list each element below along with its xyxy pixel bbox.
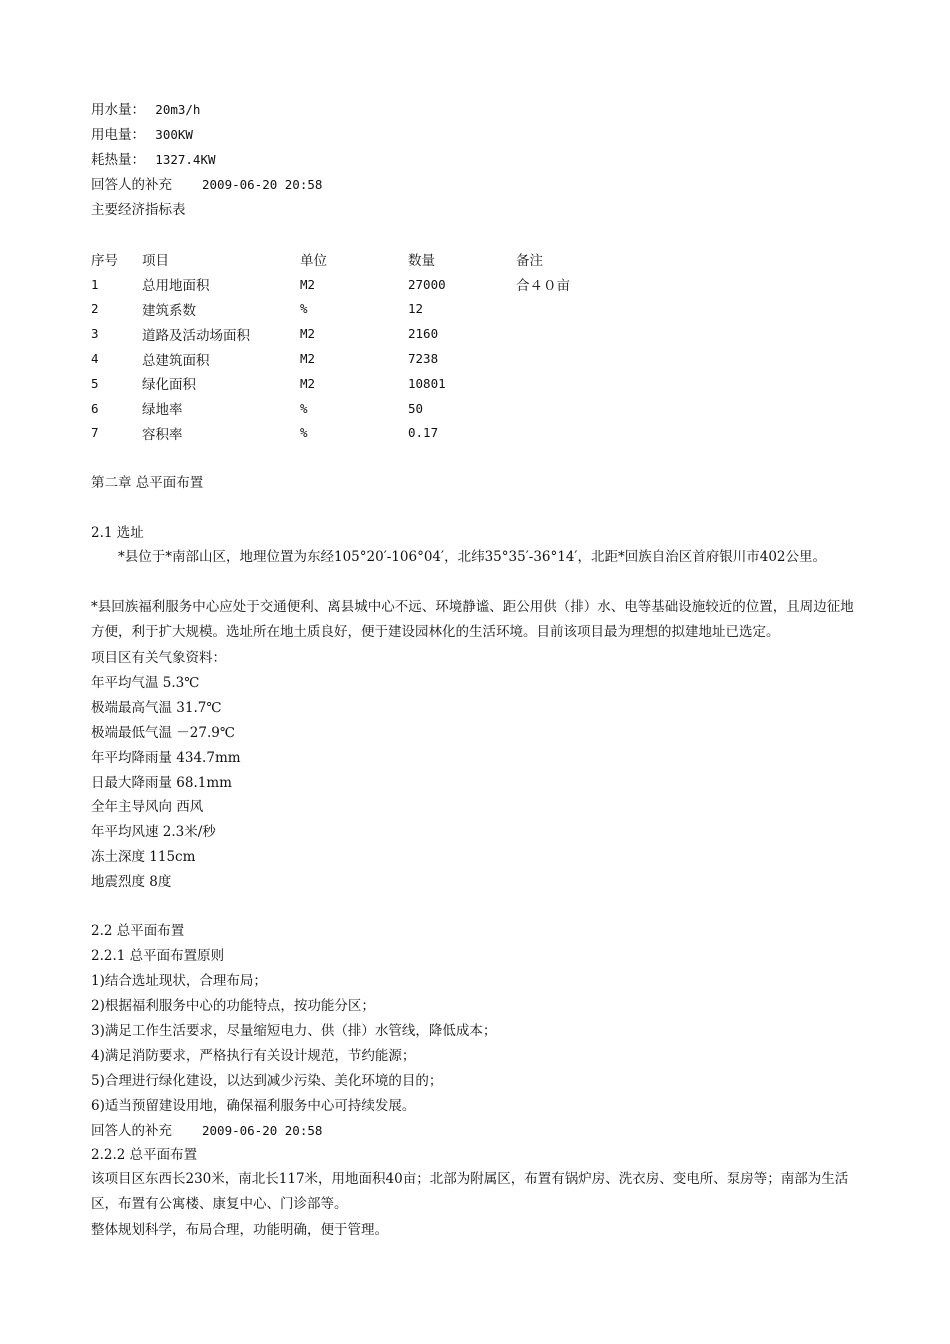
climate-item: 极端最高气温 31.7℃ — [91, 700, 222, 716]
climate-item: 极端最低气温 －27.9℃ — [91, 725, 235, 741]
header-item: 项目 — [142, 253, 169, 270]
economic-indicators-table — [91, 247, 596, 445]
subsection-title-2-2-1: 2.2.1 总平面布置原则 — [91, 948, 225, 964]
climate-item: 冻土深度 115cm — [91, 849, 196, 865]
header-index: 序号 — [91, 253, 118, 270]
chapter-title: 第二章 总平面布置 — [91, 475, 204, 491]
table-row: 4 总建筑面积 M2 7238 — [91, 351, 439, 369]
table-row: 6 绿地率 % 50 — [91, 400, 424, 419]
location-paragraph: *县位于*南部山区，地理位置为东经105°20′-106°04′，北纬35°35′-36°14′，北距*回族自治区首府银川市402公里。 — [118, 549, 827, 565]
supplement-line-2: 回答人的补充 2009-06-20 20:58 — [91, 1123, 323, 1139]
site-paragraph: *县回族福利服务中心应处于交通便利、离县城中心不远、环境静谧、距公用供（排）水、电等基础设施较近的位置，且周边征地方便，利于扩大规模。选址所在地土质良好，便于建设园林化的生活环境。目前该项目最为理想的拟建地址已选定。 — [91, 599, 854, 640]
section-title-2-1: 2.1 选址 — [91, 525, 144, 541]
table-row: 2 建筑系数 % 12 — [91, 301, 424, 319]
subsection-title-2-2-2: 2.2.2 总平面布置 — [91, 1147, 198, 1163]
supplement-line-1: 回答人的补充 2009-06-20 20:58 — [91, 177, 323, 193]
climate-item: 年平均降雨量 434.7mm — [91, 750, 241, 766]
climate-item: 地震烈度 8度 — [91, 874, 172, 890]
climate-item: 年平均风速 2.3米/秒 — [91, 824, 216, 840]
table-row: 7 容积率 % 0.17 — [91, 425, 439, 443]
climate-item: 日最大降雨量 68.1mm — [91, 775, 232, 791]
principle-item: 6)适当预留建设用地，确保福利服务中心可持续发展。 — [91, 1098, 416, 1114]
table-row: 5 绿化面积 M2 10801 — [91, 375, 446, 394]
water-usage-line: 用水量： 20m3/h — [91, 102, 201, 118]
closing-line: 整体规划科学，布局合理，功能明确，便于管理。 — [91, 1222, 388, 1238]
principle-item: 5)合理进行绿化建设，以达到减少污染、美化环境的目的； — [91, 1073, 443, 1089]
power-usage-line: 用电量： 300KW — [91, 127, 193, 143]
header-quantity: 数量 — [408, 253, 435, 270]
table-header-row — [91, 247, 596, 272]
principle-item: 2)根据福利服务中心的功能特点，按功能分区； — [91, 998, 375, 1014]
header-remark: 备注 — [516, 253, 543, 270]
principle-item: 3)满足工作生活要求，尽量缩短电力、供（排）水管线，降低成本； — [91, 1023, 497, 1039]
principle-item: 1)结合选址现状，合理布局； — [91, 973, 267, 989]
principle-item: 4)满足消防要求，严格执行有关设计规范，节约能源； — [91, 1048, 416, 1064]
climate-title: 项目区有关气象资料： — [91, 650, 226, 666]
table-row: 3 道路及活动场面积 M2 2160 — [91, 326, 439, 344]
table-title: 主要经济指标表 — [91, 202, 186, 218]
layout-paragraph: 该项目区东西长230米，南北长117米，用地面积40亩；北部为附属区，布置有锅炉房、洗衣房、变电所、泵房等；南部为生活区，布置有公寓楼、康复中心、门诊部等。 — [91, 1171, 849, 1212]
section-title-2-2: 2.2 总平面布置 — [91, 923, 185, 939]
heat-usage-line: 耗热量： 1327.4KW — [91, 152, 216, 168]
climate-item: 年平均气温 5.3℃ — [91, 675, 200, 691]
climate-item: 全年主导风向 西风 — [91, 799, 204, 815]
header-unit: 单位 — [300, 253, 327, 270]
table-row: 1 总用地面积 M2 27000 合４０亩 — [91, 276, 570, 295]
